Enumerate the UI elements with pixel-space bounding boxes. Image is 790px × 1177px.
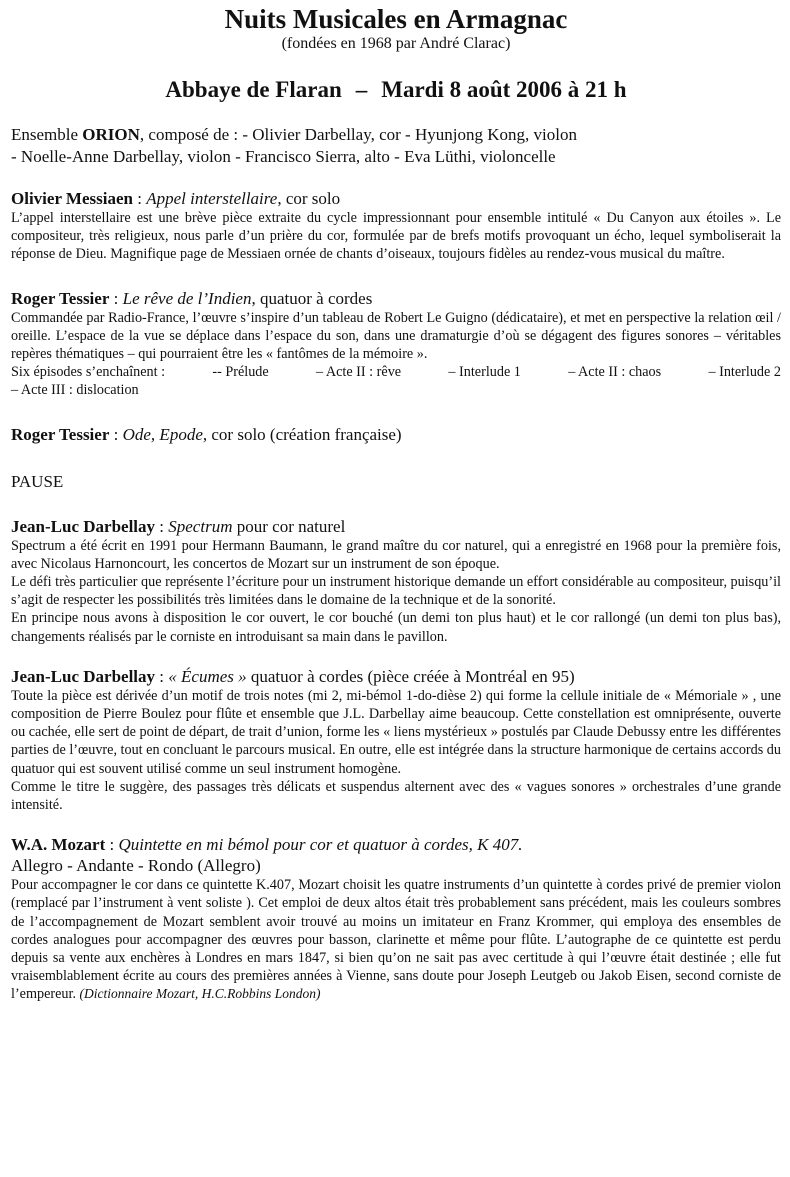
piece-darbellay-spectrum: [11, 516, 781, 646]
piece-paragraph: Spectrum a été écrit en 1991 pour Hermann Baumann, le grand maître du cor naturel, qui a enregistré en 1968 pour la première fois, avec Nicolaus Harnoncourt, les concertos de Mozart sur un instrument de son époque.: [11, 537, 781, 572]
heading-sep: :: [155, 666, 169, 686]
ensemble-members-1: , composé de : - Olivier Darbellay, cor - Hyunjong Kong, violon: [139, 125, 577, 144]
piece-darbellay-ecumes: [11, 666, 781, 814]
piece-description: L’appel interstellaire est une brève pièce extraite du cycle impressionnant pour ensemble intitulé « Du Canyon aux étoiles ». Le compositeur, très religieux, nous parle d’un prière du cor, formulée par de brefs motifs provoquant un écho, lequel symboliserait la réponse de Dieu. Magnifique page de Messiaen ornée de chants d’oiseaux, toujours fidèles au rendez-vous musical du maître.: [11, 210, 781, 263]
piece-paragraph: En principe nous avons à disposition le cor ouvert, le cor bouché (un demi ton plus haut) et le cor rallongé (un demi ton plus bas), changements réalisés par le corniste en introduisant sa main dans le pavillon.: [11, 610, 781, 645]
venue-name: Abbaye de Flaran: [165, 77, 342, 102]
episodes-list: [11, 363, 781, 381]
piece-heading: [11, 834, 781, 855]
movements-line: Allegro - Andante - Rondo (Allegro): [11, 856, 261, 876]
page-subtitle: (fondées en 1968 par André Clarac): [281, 35, 511, 52]
work-detail: pour cor naturel: [232, 516, 346, 536]
episodes-intro: Six épisodes s’enchaînent :: [11, 364, 166, 381]
program-page: [11, 0, 781, 1004]
work-title: Spectrum: [168, 516, 233, 536]
piece-tessier-reve: [11, 288, 781, 400]
composer-name: Roger Tessier: [11, 424, 110, 444]
work-title: Appel interstellaire: [146, 189, 278, 208]
header: [11, 4, 781, 104]
ensemble-name: ORION: [82, 125, 140, 144]
piece-heading: [11, 288, 781, 309]
episode-last: – Acte III : dislocation: [11, 382, 139, 399]
venue-line: [11, 76, 781, 104]
episode-item: – Interlude 1: [448, 364, 521, 381]
work-detail: , quatuor à cordes: [251, 288, 373, 308]
ensemble-prefix: Ensemble: [11, 125, 83, 144]
ensemble-line: [11, 124, 781, 168]
venue-dash: –: [355, 77, 368, 102]
episode-item: – Acte II : chaos: [568, 364, 662, 381]
piece-text: Pour accompagner le cor dans ce quintette K.407, Mozart choisit les quatre instruments d’un quintette à cordes privé de premier violon (remplacé par l’instrument à vent soliste ). Cet emploi de deux altos était très probablement sans précédent, mais les couleurs sombres de l’accompagnement de Mozart semblent avoir trouvé au moins un imitateur en Franz Krommer, qui employa des ensembles de cordes analogues pour accompagner des œuvres pour basson, clarinette et même pour flûte. L’autographe de ce quintette est perdu depuis sa vente aux enchères à Londres en mars 1847, si bien qu’on ne sait pas avec certitude à qui l’œuvre était destinée ; elle fut vraisemblablement écrite au cours des premières années à Vienne, sans doute pour Joseph Leutgeb ou Jakob Eisen, second corniste de l’empereur.: [11, 877, 781, 1003]
composer-name: W.A. Mozart: [11, 835, 106, 855]
composer-name: Jean-Luc Darbellay: [11, 666, 156, 686]
concert-date: Mardi 8 août 2006 à 21 h: [381, 77, 627, 102]
composer-name: Roger Tessier: [11, 288, 110, 308]
piece-paragraph: Toute la pièce est dérivée d’un motif de trois notes (mi 2, mi-bémol 1-do-dièse 2) qui forme la cellule initiale de « Mémoriale » , une composition de Pierre Boulez pour flûte et ensemble que J.L. Darbellay aime beaucoup. Cette constellation est omniprésente, ouverte ou cachée, elle sert de point de départ, de trait d’union, forme les « liens mystérieux » postulés par Claude Debussy entre les différentes parties de l’œuvre, tout en concluant le parcours musical. En outre, elle est intégrée dans la structure harmonique de certains accords du quatuor qui est souvent utilisé comme un seul instrument homogène.: [11, 687, 781, 777]
piece-heading: [11, 516, 781, 537]
composer-name: Jean-Luc Darbellay: [11, 516, 156, 536]
episode-item: – Interlude 2: [708, 364, 781, 381]
composer-name: Olivier Messiaen: [11, 189, 133, 208]
page-title: Nuits Musicales en Armagnac: [224, 4, 568, 34]
piece-description: [11, 876, 781, 1003]
work-title: « Écumes »: [168, 666, 247, 686]
episode-item: -- Prélude: [212, 364, 269, 381]
piece-messiaen: [11, 188, 781, 264]
episode-item: – Acte II : rêve: [316, 364, 402, 381]
source-credit: (Dictionnaire Mozart, H.C.Robbins London): [79, 986, 321, 1002]
piece-tessier-ode: [11, 424, 781, 445]
work-detail: , cor solo (création française): [202, 424, 402, 444]
work-title: Quintette en mi bémol pour cor et quatuor à cordes, K 407.: [118, 835, 523, 855]
piece-paragraph: Comme le titre le suggère, des passages très délicats et suspendus alternent avec des « vagues sonores » orchestrales d’une grande intensité.: [11, 778, 781, 814]
work-detail: , cor solo: [277, 189, 341, 208]
work-title: Le rêve de l’Indien: [122, 288, 252, 308]
work-title: Ode, Epode: [122, 424, 203, 444]
piece-heading: [11, 188, 781, 209]
piece-mozart: [11, 834, 781, 1003]
work-detail: quatuor à cordes (pièce créée à Montréal en 95): [246, 666, 575, 686]
piece-heading: [11, 666, 781, 687]
heading-sep: :: [132, 189, 147, 208]
piece-paragraph: Le défi très particulier que représente l’écriture pour un instrument historique demande un effort considérable au compositeur, puisqu’il s’agit de respecter les possibilités très limitées dans le domaine de la technique et de la sonorité.: [11, 574, 781, 609]
piece-description: Commandée par Radio-France, l’œuvre s’inspire d’un tableau de Robert Le Guigno (dédicataire), et met en perspective la relation œil / oreille. L’espace de la vue se déplace dans l’espace du son, dans une dramaturgie d’où se dégagent des figures sonores – véritables repères thématiques – qui pourraient être les « fantômes de la mémoire ».: [11, 309, 781, 363]
pause-label: PAUSE: [11, 471, 64, 491]
heading-sep: :: [105, 835, 119, 855]
heading-sep: :: [109, 424, 123, 444]
piece-heading: [11, 424, 781, 445]
heading-sep: :: [109, 288, 123, 308]
ensemble-members-2: - Noelle-Anne Darbellay, violon - Francisco Sierra, alto - Eva Lüthi, violoncelle: [11, 147, 556, 166]
heading-sep: :: [155, 516, 169, 536]
